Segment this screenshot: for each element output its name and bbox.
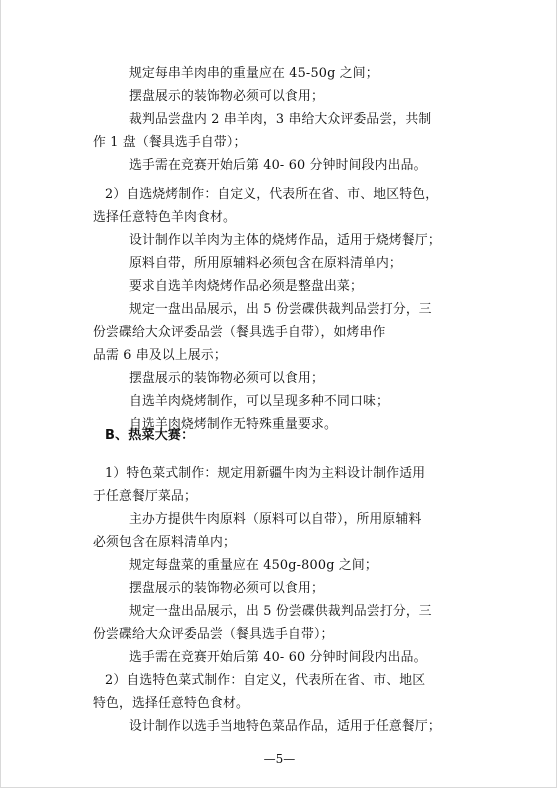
text-line: 设计制作以选手当地特色菜品作品，适用于任意餐厅；	[129, 719, 441, 734]
text-line: 自选羊肉烧烤制作，可以呈现多种不同口味；	[129, 394, 389, 409]
text-line: 自选羊肉烧烤制作无特殊重量要求。	[129, 417, 337, 432]
text-line: 品需 6 串及以上展示；	[93, 348, 227, 363]
text-line: 摆盘展示的装饰物必须可以食用；	[129, 89, 324, 104]
text-line: 裁判品尝盘内 2 串羊肉，3 串给大众评委品尝，共制	[129, 112, 432, 127]
text-line: 规定一盘出品展示，出 5 份尝碟供裁判品尝打分，三	[129, 604, 432, 619]
text-line: 规定每串羊肉串的重量应在 45-50g 之间；	[129, 66, 379, 81]
page-number: —5—	[263, 752, 296, 766]
text-line: 规定一盘出品展示，出 5 份尝碟供裁判品尝打分，三	[129, 302, 432, 317]
text-line: 1）特色菜式制作：规定用新疆牛肉为主料设计制作适用	[105, 466, 426, 481]
text-line: 于任意餐厅菜品；	[93, 489, 197, 504]
text-line: 规定每盘菜的重量应在 450g-800g 之间；	[129, 558, 378, 573]
text-line: 选手需在竞赛开始后第 40- 60 分钟时间段内出品。	[129, 158, 427, 173]
text-line: 摆盘展示的装饰物必须可以食用；	[129, 371, 324, 386]
text-line: 选手需在竞赛开始后第 40- 60 分钟时间段内出品。	[129, 650, 427, 665]
text-line: 作 1 盘（餐具选手自带）；	[93, 135, 247, 150]
text-line: 特色，选择任意特色食材。	[93, 696, 249, 711]
text-line: 原料自带，所用原辅料必须包含在原料清单内；	[129, 256, 402, 271]
text-line: 选择任意特色羊肉食材。	[93, 210, 236, 225]
text-line: 2）自选烧烤制作：自定义，代表所在省、市、地区特色，	[105, 187, 439, 202]
text-line: 份尝碟给大众评委品尝（餐具选手自带）；	[93, 627, 334, 642]
text-line: 摆盘展示的装饰物必须可以食用；	[129, 581, 324, 596]
text-line: 2）自选特色菜式制作：自定义，代表所在省、市、地区	[105, 673, 426, 688]
text-line: 要求自选羊肉烧烤作品必须是整盘出菜；	[129, 279, 363, 294]
section-heading: B、热菜大赛：	[105, 428, 195, 443]
text-line: 必须包含在原料清单内；	[93, 535, 236, 550]
text-line: 份尝碟给大众评委品尝（餐具选手自带），如烤串作	[93, 325, 386, 340]
text-line: 主办方提供牛肉原料（原料可以自带），所用原辅料	[129, 512, 422, 527]
text-line: 设计制作以羊肉为主体的烧烤作品，适用于烧烤餐厅；	[129, 233, 441, 248]
